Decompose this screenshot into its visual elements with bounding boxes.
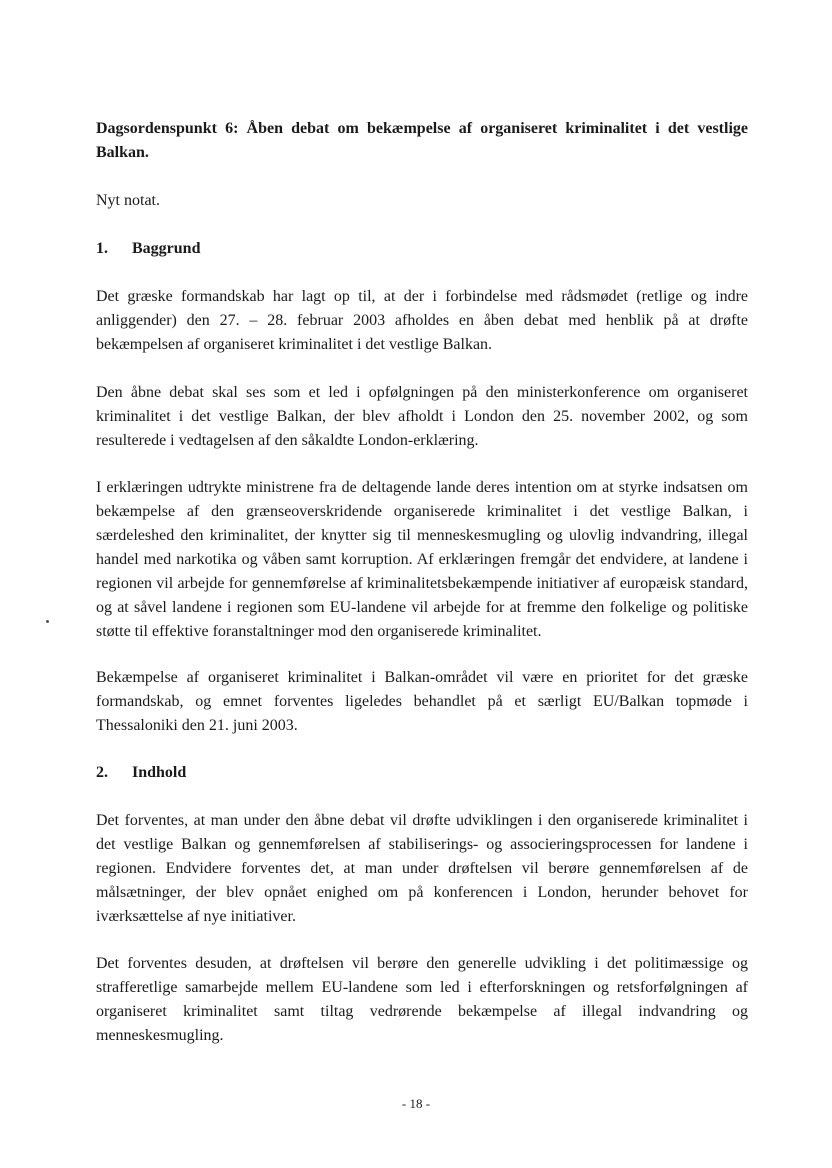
document-note: Nyt notat. [96, 192, 160, 209]
document-title: Dagsordenspunkt 6: Åben debat om bekæmpelse af organiseret kriminalitet i det vestlige Balkan. [96, 120, 748, 161]
paragraph: Det græske formandskab har lagt op til, at der i forbindelse med rådsmødet (retlige og indre anliggender) den 27. – 28. februar 2003 afholdes en åben debat med henblik på at drøfte bekæmpelsen af organiseret kriminalitet i det vestlige Balkan. [96, 288, 748, 353]
paragraph: Bekæmpelse af organiseret kriminalitet i Balkan-området vil være en prioritet for det græske formandskab, og emnet forventes ligeledes behandlet på et særligt EU/Balkan topmøde i Thessaloniki den 21. juni 2003. [96, 669, 748, 734]
paragraph: Det forventes desuden, at drøftelsen vil berøre den generelle udvikling i det politimæssige og strafferetlige samarbejde mellem EU-landene som led i efterforskningen og retsforfølgningen af organiseret kriminalitet samt tiltag vedrørende bekæmpelse af illegal indvandring og menneskesmugling. [96, 955, 748, 1044]
section-number: 2. [96, 764, 108, 781]
paragraph: Den åbne debat skal ses som et led i opfølgningen på den ministerkonference om organiseret kriminalitet i det vestlige Balkan, der blev afholdt i London den 25. november 2002, og som resulterede i vedtagelsen af den såkaldte London-erklæring. [96, 384, 748, 449]
section-heading-baggrund [96, 237, 200, 261]
page-number: - 18 - [401, 1096, 431, 1111]
section-title: Baggrund [132, 240, 201, 257]
paragraph: Det forventes, at man under den åbne debat vil drøfte udviklingen i den organiserede kriminalitet i det vestlige Balkan og gennemførelsen af stabiliserings- og associeringsprocessen for landene i regionen. Endvidere forventes det, at man under drøftelsen vil berøre gennemførelsen af de målsætninger, der blev opnået enighed om på konferencen i London, herunder behovet for iværksættelse af nye initiativer. [96, 812, 748, 925]
section-heading-indhold [96, 761, 186, 785]
section-number: 1. [96, 240, 108, 257]
paragraph: I erklæringen udtrykte ministrene fra de deltagende lande deres intention om at styrke indsatsen om bekæmpelse af den grænseoverskridende organiserede kriminalitet i det vestlige Balkan, i særdeleshed den kriminalitet, der knytter sig til menneskesmugling og ulovlig indvandring, illegal handel med narkotika og våben samt korruption. Af erklæringen fremgår det endvidere, at landene i regionen vil arbejde for gennemførelse af kriminalitetsbekæmpende initiativer af europæisk standard, og at såvel landene i regionen som EU-landene vil arbejde for at fremme den folkelige og politiske støtte til effektive foranstaltninger mod den organiserede kriminalitet. [96, 479, 748, 640]
scan-speck [46, 620, 49, 623]
section-title: Indhold [132, 764, 187, 781]
